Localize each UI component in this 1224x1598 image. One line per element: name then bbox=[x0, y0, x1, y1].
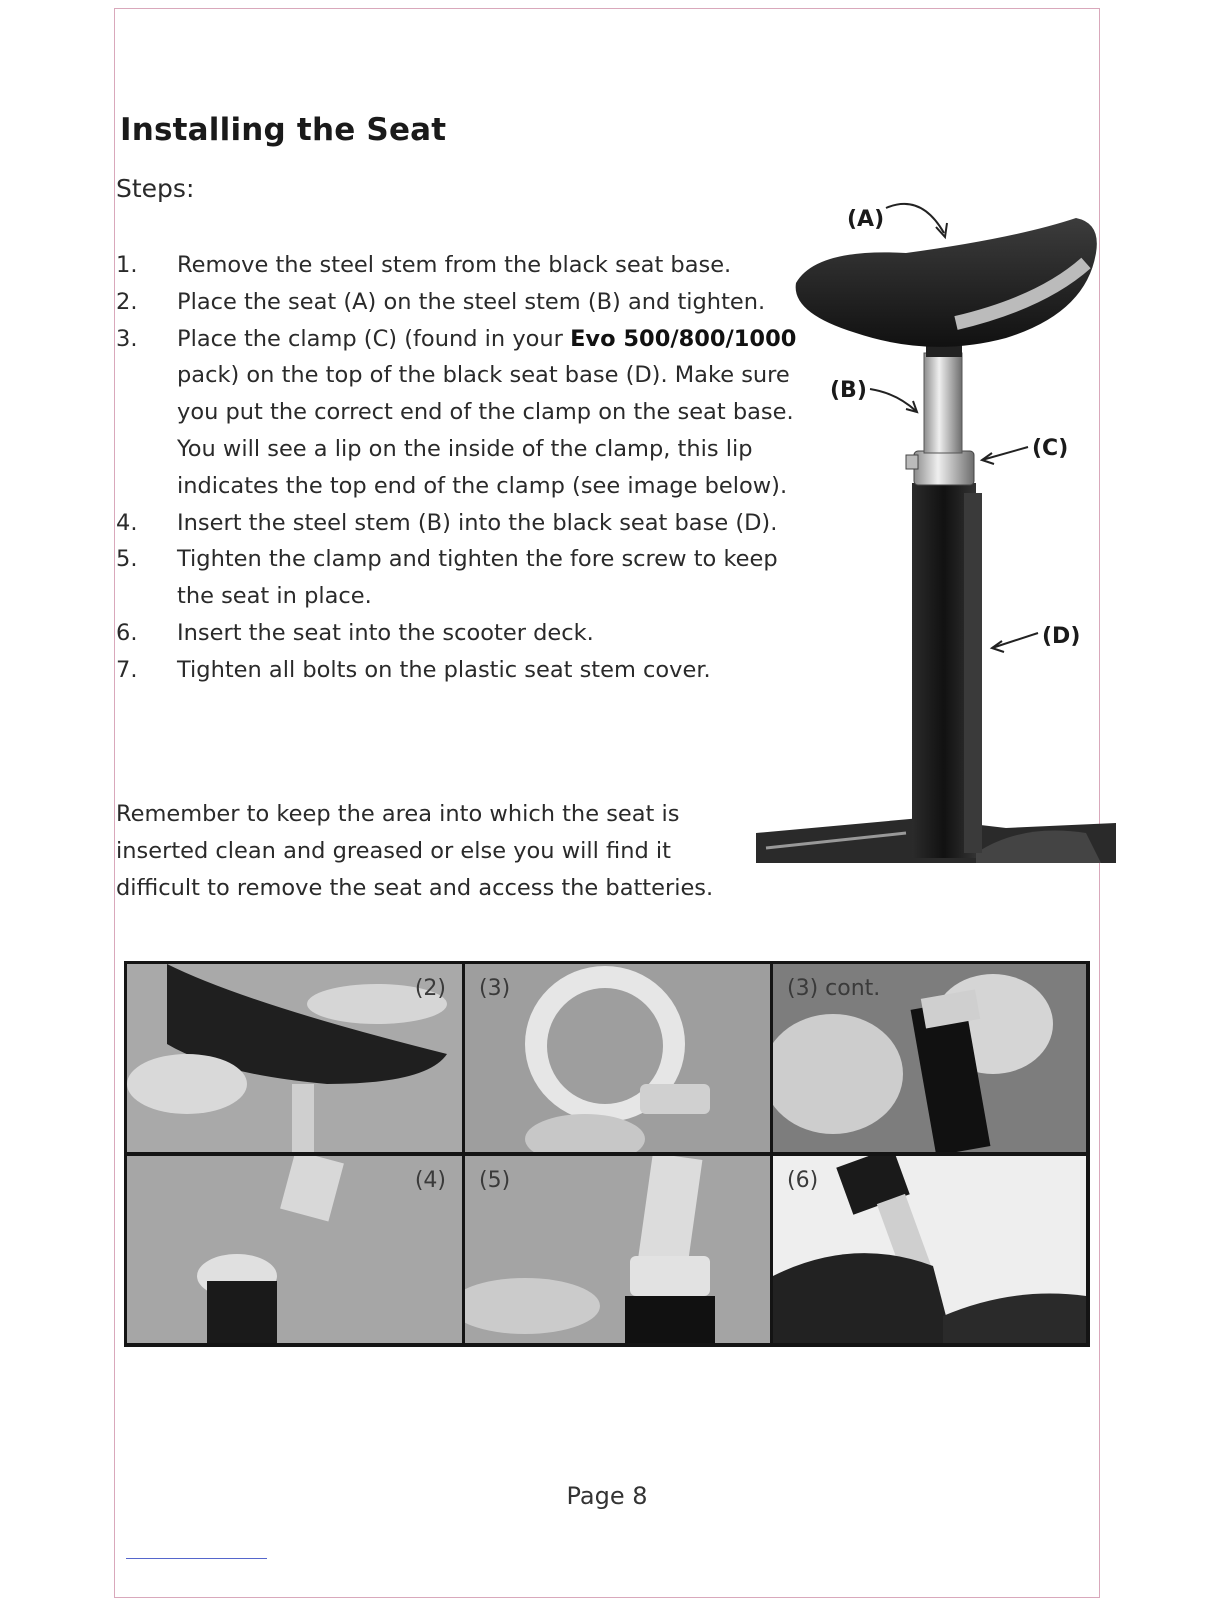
product-name: Evo 500/800/1000 bbox=[570, 325, 797, 352]
photo-label: (3) bbox=[479, 976, 511, 1001]
step-text: Insert the seat into the scooter deck. bbox=[177, 619, 594, 646]
seat-assembly-figure bbox=[756, 193, 1116, 863]
footnote-rule bbox=[126, 1558, 267, 1559]
step-number: 7. bbox=[116, 656, 138, 683]
photo-step-3 bbox=[465, 964, 770, 1152]
step-item bbox=[116, 247, 806, 284]
step-number: 4. bbox=[116, 509, 138, 536]
photo-tighten-clamp bbox=[465, 1156, 770, 1343]
step-text-part: Place the clamp (C) (found in your bbox=[177, 325, 571, 352]
step-text: Tighten all bolts on the plastic seat stem cover. bbox=[177, 656, 711, 683]
photo-seat-into-deck bbox=[773, 1156, 1086, 1343]
step-number: 2. bbox=[116, 288, 138, 315]
photo-step-2 bbox=[127, 964, 462, 1152]
step-text: Remove the steel stem from the black seat base. bbox=[177, 252, 732, 278]
step-text: Place the seat (A) on the steel stem (B) and tighten. bbox=[177, 288, 766, 315]
photo-step-3-cont bbox=[773, 964, 1086, 1152]
page-title: Installing the Seat bbox=[120, 112, 447, 148]
page-number: Page 8 bbox=[566, 1482, 648, 1510]
step-text: Tighten the clamp and tighten the fore screw to keep the seat in place. bbox=[177, 546, 778, 610]
step-text: Insert the steel stem (B) into the black seat base (D). bbox=[177, 509, 778, 536]
step-number: 3. bbox=[116, 325, 138, 352]
step-number: 5. bbox=[116, 546, 138, 573]
photo-label: (3) cont. bbox=[787, 976, 881, 1001]
photo-label: (4) bbox=[414, 1168, 446, 1193]
steps-label: Steps: bbox=[116, 174, 195, 203]
photo-step-4 bbox=[127, 1156, 462, 1343]
photo-step-6 bbox=[773, 1156, 1086, 1343]
photo-clamp bbox=[465, 964, 770, 1152]
photo-step-5 bbox=[465, 1156, 770, 1343]
step-photo-grid bbox=[124, 961, 1090, 1347]
steps-list bbox=[116, 247, 806, 689]
callout-c: (C) bbox=[1032, 436, 1069, 461]
step-item bbox=[116, 284, 806, 321]
maintenance-note: Remember to keep the area into which the seat is inserted clean and greased or else you will find it difficult to remove the seat and access the batteries. bbox=[116, 801, 714, 901]
step-item bbox=[116, 321, 806, 505]
callout-arrow-c bbox=[982, 447, 1028, 460]
callout-arrow-d bbox=[992, 633, 1038, 648]
step-item bbox=[116, 652, 806, 689]
step-item bbox=[116, 505, 806, 542]
photo-label: (6) bbox=[787, 1168, 819, 1193]
callout-b: (B) bbox=[830, 378, 867, 403]
photo-label: (2) bbox=[414, 976, 446, 1001]
callout-a: (A) bbox=[847, 207, 885, 232]
step-text-part: pack) on the top of the black seat base (D). Make sure you put the correct end of the clamp on the seat base. You will see a lip on the inside of the clamp, this lip indicates the top end of the clamp (see image below). bbox=[177, 362, 794, 499]
step-item bbox=[116, 541, 806, 615]
photo-stem-insert bbox=[127, 1156, 462, 1343]
seat-clamp bbox=[914, 451, 974, 485]
callout-arrow-b bbox=[870, 389, 916, 411]
callout-d: (D) bbox=[1042, 624, 1081, 649]
steel-stem bbox=[924, 353, 962, 453]
step-number: 6. bbox=[116, 619, 138, 646]
photo-seat-mount bbox=[127, 964, 462, 1152]
callout-arrow-a bbox=[886, 204, 944, 233]
step-item bbox=[116, 615, 806, 652]
step-number: 1. bbox=[116, 252, 138, 278]
photo-label: (5) bbox=[479, 1168, 511, 1193]
